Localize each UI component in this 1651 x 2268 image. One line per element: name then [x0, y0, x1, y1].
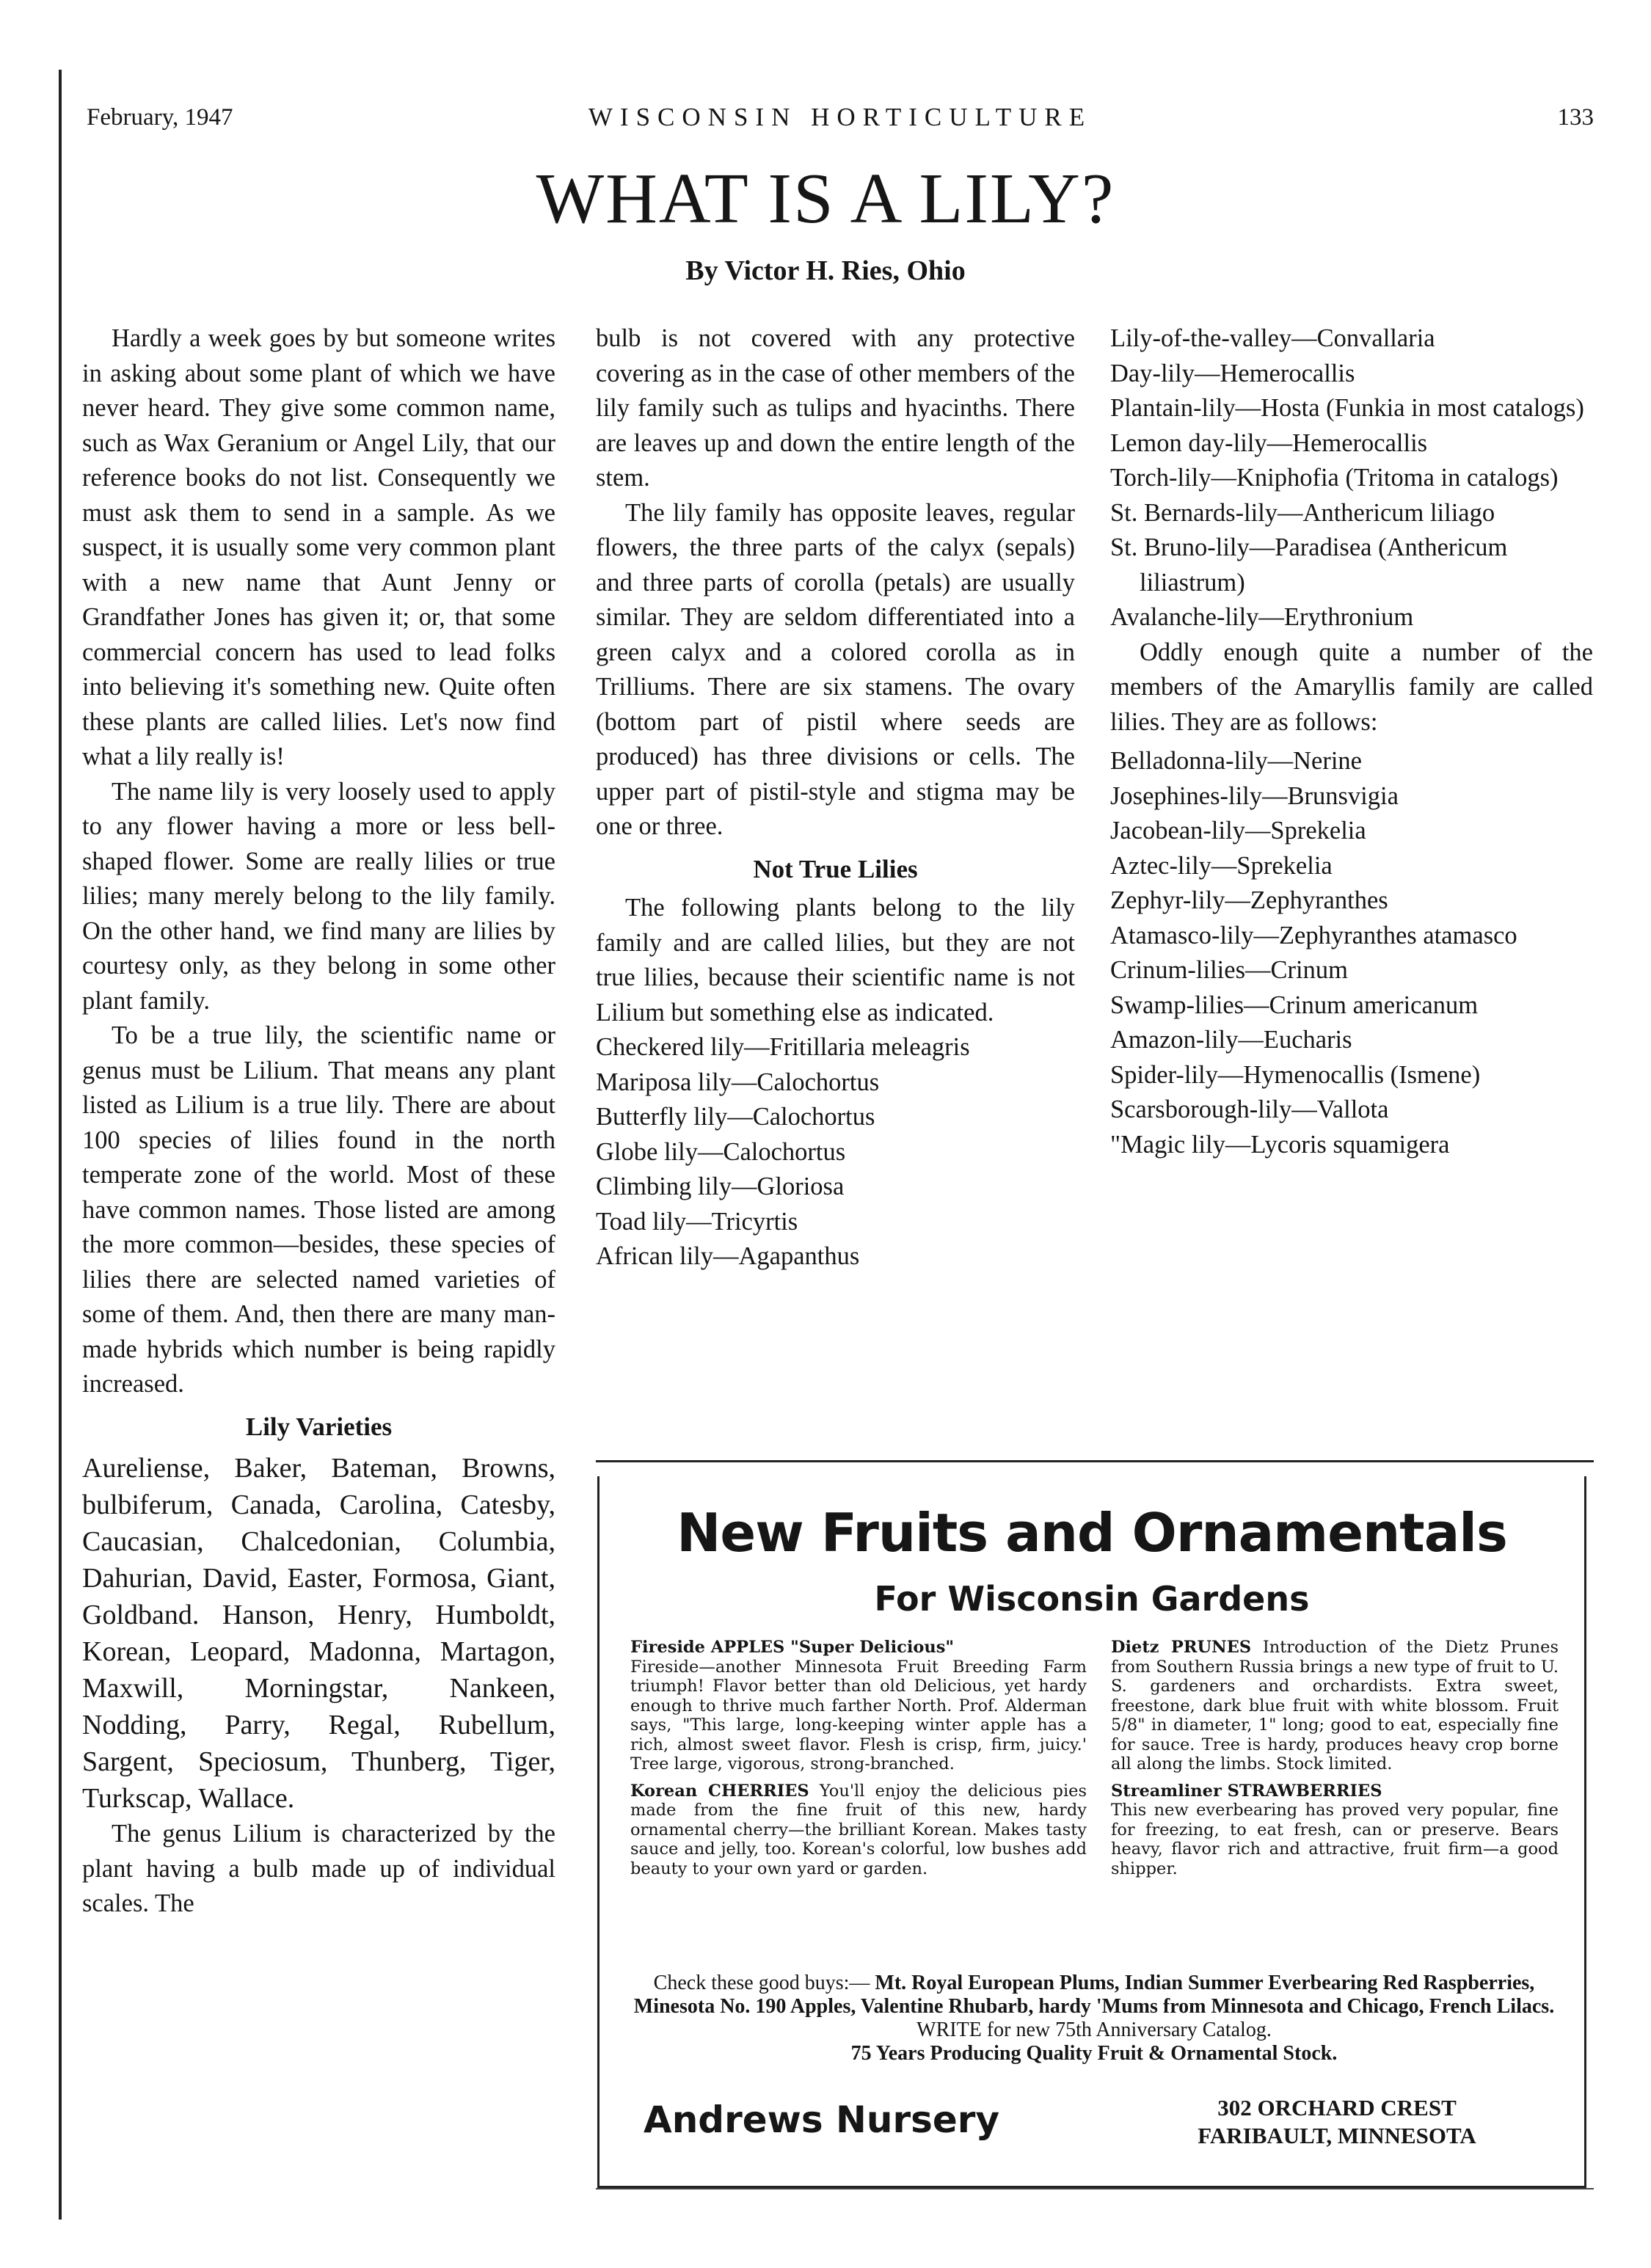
ad-column-right	[1111, 1638, 1559, 1886]
list-item: Toad lily—Tricyrtis	[596, 1207, 798, 1236]
ad-item-body: This new everbearing has proved very popular, fine for freezing, to eat fresh, can or preserve. Bears heavy, flavor rich and attractive, fruit firm—a good shipper.	[1111, 1801, 1559, 1878]
issue-date: February, 1947	[87, 104, 233, 131]
ad-item-body: You'll enjoy the delicious pies made from the fine fruit of this new, hardy ornamental cherry—the brilliant Korean. Makes tasty sauce and jelly, too. Korean's colorful, low bushes add beauty to your own yard or garden.	[630, 1781, 1087, 1878]
check-intro: Check these good buys:—	[653, 1972, 870, 1994]
ad-item-body: Fireside—another Minnesota Fruit Breeding Farm triumph! Flavor better than old Delicious, yet hardy enough to thrive much farther North. Prof. Alderman says, "This large, long-keeping winter apple has a rich, almost sweet flavor. Flesh is crisp, firm, juicy.' Tree large, vigorous, strong-branched.	[630, 1657, 1087, 1773]
ad-item-heading: Fireside APPLES "Super Delicious"	[630, 1638, 955, 1657]
journal-name: WISCONSIN HORTICULTURE	[588, 103, 1093, 131]
list-item: "Magic lily—Lycoris squamigera	[1110, 1130, 1450, 1159]
list-item: Belladonna-lily—Nerine	[1110, 747, 1362, 775]
list-item: Atamasco-lily—Zephyranthes atamasco	[1110, 921, 1517, 949]
article-title: WHAT IS A LILY?	[536, 159, 1115, 238]
paragraph: The genus Lilium is characterized by the plant having a bulb made up of individual scales. The	[82, 1820, 555, 1917]
bottom-rule	[596, 2188, 1594, 2189]
ad-check-list	[629, 1972, 1559, 2065]
list-item: Scarsborough-lily—Vallota	[1110, 1095, 1389, 1123]
ad-column-left	[630, 1638, 1087, 1886]
list-item: St. Bruno-lily—Paradisea (Anthericum liliastrum)	[1110, 533, 1508, 597]
ad-item-apples	[630, 1638, 1087, 1774]
years-line: 75 Years Producing Quality Fruit & Ornamental Stock.	[850, 2042, 1338, 2065]
paragraph: The following plants belong to the lily family and are called lilies, but they are not true lilies, because their scientific name is not Lilium but something else as indicated.	[596, 894, 1075, 1027]
ad-item-heading: Streamliner STRAWBERRIES	[1111, 1781, 1382, 1801]
paragraph: To be a true lily, the scientific name or genus must be Lilium. That means any plant listed as Lilium is a true lily. There are about 100 species of lilies found in the north temperate zone of the world. Most of these have common names. Those listed are among the more common—besides, these species of lilies there are selected named varieties of some of them. And, then there are many man-made hybrids which number is being rapidly increased.	[82, 1021, 555, 1398]
nursery-advertisement	[597, 1476, 1586, 2188]
varieties-list: Aureliense, Baker, Bateman, Browns, bulbiferum, Canada, Carolina, Catesby, Caucasian, Chalcedonian, Columbia, Dahurian, David, Easter, Formosa, Giant, Goldband. Hanson, Henry, Humboldt, Korean, Leopard, Madonna, Martagon, Maxwill, Morningstar, Nankeen, Nodding, Parry, Regal, Rubellum, Sargent, Speciosum, Thunberg, Tiger, Turkscap, Wallace.	[82, 1453, 555, 1814]
ad-item-body: Introduction of the Dietz Prunes from Southern Russia brings a new type of fruit to U. S. gardeners and orchardists. Extra sweet, freestone, dark blue fruit with white blossom. Fruit 5/8" in diameter, 1" long; good to eat, especially fine for sauce. Tree is hardy, produces heavy crop borne all along the limbs. Stock limited.	[1111, 1638, 1559, 1773]
page-header	[87, 104, 1594, 141]
paragraph: bulb is not covered with any protective covering as in the case of other members of the lily family such as tulips and hyacinths. There are leaves up and down the entire length of the stem.	[596, 324, 1075, 492]
list-item: Lemon day-lily—Hemerocallis	[1110, 429, 1428, 457]
page-number: 133	[1557, 104, 1594, 131]
ad-item-heading: Korean CHERRIES	[630, 1781, 809, 1801]
ad-item-strawberries	[1111, 1782, 1559, 1879]
paragraph: The name lily is very loosely used to apply to any flower having a more or less bell-shaped flower. Some are really lilies or true lilies; many merely belong to the lily family. On the other hand, we find many are lilies by courtesy only, as they belong in some other plant family.	[82, 777, 555, 1015]
list-item: Amazon-lily—Eucharis	[1110, 1026, 1352, 1054]
column-3	[1110, 321, 1593, 1162]
column-2	[596, 321, 1075, 1275]
ad-title: New Fruits and Ornamentals	[677, 1502, 1507, 1564]
list-item: Mariposa lily—Calochortus	[596, 1068, 880, 1096]
check-items: Mt. Royal European Plums, Indian Summer Everbearing Red Raspberries, Minesota No. 190 Apples, Valentine Rhubarb, hardy 'Mums from Minnesota and Chicago, French Lilacs.	[633, 1972, 1555, 2018]
ad-item-prunes	[1111, 1638, 1559, 1774]
ad-subtitle: For Wisconsin Gardens	[874, 1579, 1310, 1619]
list-item: Lily-of-the-valley—Convallaria	[1110, 324, 1435, 352]
ad-item-cherries	[630, 1782, 1087, 1879]
section-heading-not-true-lilies: Not True Lilies	[753, 854, 918, 883]
list-item: Torch-lily—Kniphofia (Tritoma in catalogs)	[1110, 464, 1559, 492]
nursery-name: Andrews Nursery	[644, 2099, 1000, 2141]
write-line: WRITE for new 75th Anniversary Catalog.	[916, 2019, 1272, 2041]
section-heading-lily-varieties: Lily Varieties	[245, 1412, 393, 1441]
column-1	[82, 321, 555, 1922]
list-item: Swamp-lilies—Crinum americanum	[1110, 991, 1479, 1019]
paragraph: Hardly a week goes by but someone writes in asking about some plant of which we have never heard. They give some common name, such as Wax Geranium or Angel Lily, that our reference books do not list. Consequently we must ask them to send in a sample. As we suspect, it is usually some very common plant with a new name that Aunt Jenny or Grandfather Jones has given it; or, that some commercial concern has used to lead folks into believing it's something new. Quite often these plants are called lilies. Let's now find what a lily really is!	[82, 324, 555, 770]
list-item: Josephines-lily—Brunsvigia	[1110, 781, 1399, 810]
list-item: Crinum-lilies—Crinum	[1110, 956, 1348, 984]
list-item: Climbing lily—Gloriosa	[596, 1173, 845, 1200]
list-item: Avalanche-lily—Erythronium	[1110, 603, 1414, 631]
list-item: African lily—Agapanthus	[596, 1242, 860, 1270]
address-line-1: 302 ORCHARD CREST	[1217, 2095, 1457, 2121]
ad-item-heading: Dietz PRUNES	[1111, 1638, 1252, 1657]
article-byline: By Victor H. Ries, Ohio	[685, 255, 966, 286]
list-item: Aztec-lily—Sprekelia	[1110, 851, 1333, 880]
list-item: Day-lily—Hemerocallis	[1110, 359, 1355, 387]
list-item: Globe lily—Calochortus	[596, 1137, 846, 1166]
ad-top-rule	[596, 1460, 1594, 1462]
nursery-address	[1146, 2094, 1528, 2150]
list-item: St. Bernards-lily—Anthericum liliago	[1110, 498, 1495, 527]
address-line-2: FARIBAULT, MINNESOTA	[1198, 2123, 1476, 2148]
list-item: Checkered lily—Fritillaria meleagris	[596, 1033, 970, 1061]
left-margin-rule	[59, 70, 62, 2220]
list-item: Jacobean-lily—Sprekelia	[1110, 817, 1366, 845]
paragraph: Oddly enough quite a number of the members of the Amaryllis family are called lilies. They are as follows:	[1110, 638, 1593, 736]
list-item: Spider-lily—Hymenocallis (Ismene)	[1110, 1060, 1481, 1089]
list-item: Butterfly lily—Calochortus	[596, 1103, 875, 1131]
paragraph: The lily family has opposite leaves, regular flowers, the three parts of the calyx (sepals) and three parts of corolla (petals) are usually similar. They are seldom differentiated into a green calyx and a colored corolla as in Trilliums. There are six stamens. The ovary (bottom part of pistil where seeds are produced) has three divisions or cells. The upper part of pistil-style and stigma may be one or three.	[596, 498, 1075, 840]
list-item: Plantain-lily—Hosta (Funkia in most catalogs)	[1110, 394, 1584, 422]
list-item: Zephyr-lily—Zephyranthes	[1110, 886, 1388, 914]
